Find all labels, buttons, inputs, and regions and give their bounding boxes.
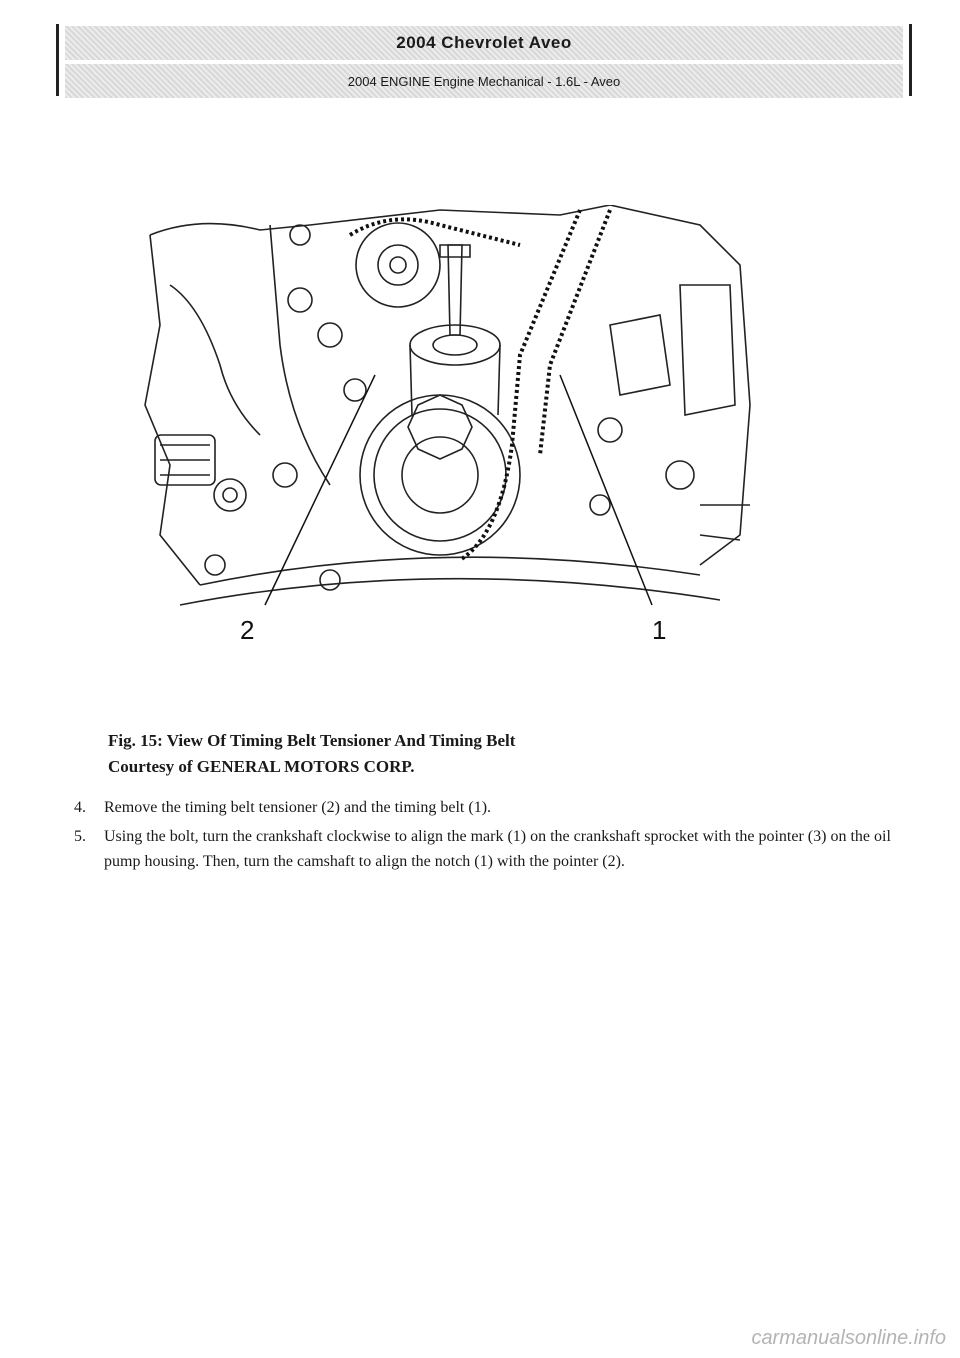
caption-credit: Courtesy of GENERAL MOTORS CORP. bbox=[108, 757, 415, 776]
callout-label-1: 1 bbox=[652, 615, 667, 645]
footer-watermark: carmanualsonline.info bbox=[751, 1327, 946, 1349]
step-text: Remove the timing belt tensioner (2) and the timing belt (1). bbox=[104, 799, 492, 816]
caption-title: Fig. 15: View Of Timing Belt Tensioner And Timing Belt bbox=[108, 731, 516, 750]
page-header bbox=[56, 24, 912, 96]
step-item bbox=[74, 824, 904, 874]
figure-caption bbox=[108, 728, 515, 780]
header-subtitle: 2004 ENGINE Engine Mechanical - 1.6L - Aveo bbox=[65, 64, 903, 98]
step-item bbox=[74, 795, 904, 820]
header-title: 2004 Chevrolet Aveo bbox=[65, 26, 903, 60]
callout-label-2: 2 bbox=[240, 615, 255, 645]
engine-illustration bbox=[140, 205, 760, 675]
step-text: Using the bolt, turn the crankshaft clockwise to align the mark (1) on the crankshaft sprocket with the pointer (3) on the oil pump housing. Then, turn the camshaft to align the notch (1) with the pointer (2). bbox=[104, 828, 891, 870]
timing-belt-drawing bbox=[140, 205, 760, 675]
step-number: 5. bbox=[74, 828, 86, 845]
step-number: 4. bbox=[74, 799, 86, 816]
procedure-steps bbox=[74, 795, 904, 878]
